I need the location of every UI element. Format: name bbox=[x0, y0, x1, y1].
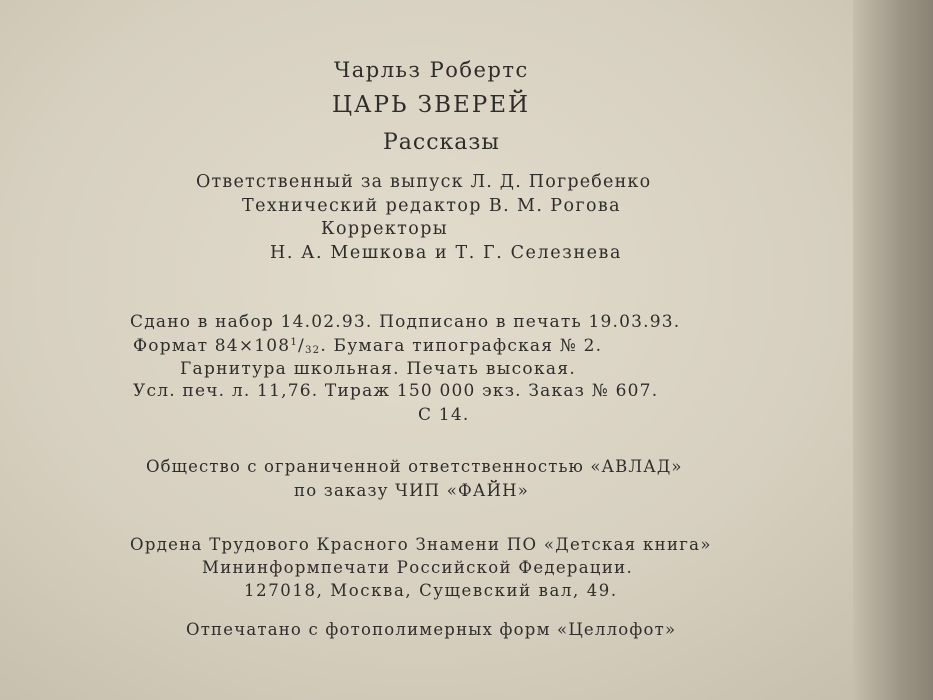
format-slash: / bbox=[298, 336, 305, 356]
format-denominator: 32 bbox=[304, 345, 321, 357]
author-name: Чарльз Робертс bbox=[334, 58, 529, 82]
printer-address: 127018, Москва, Сущевский вал, 49. bbox=[244, 581, 618, 600]
printing-note: Отпечатано с фотополимерных форм «Целлофот» bbox=[186, 620, 677, 639]
responsible-editor: Ответственный за выпуск Л. Д. Погребенко bbox=[196, 172, 652, 192]
format-line bbox=[133, 336, 602, 356]
printer-ministry: Мининформпечати Российской Федерации. bbox=[202, 558, 633, 577]
book-title: ЦАРЬ ЗВЕРЕЙ bbox=[332, 92, 531, 118]
typeface-line: Гарнитура школьная. Печать высокая. bbox=[180, 359, 577, 379]
proofreaders-label: Корректоры bbox=[321, 219, 449, 239]
format-numerator: 1 bbox=[290, 336, 299, 348]
publisher-line: Общество с ограниченной ответственностью «АВЛАД» bbox=[146, 457, 683, 476]
index-code: С 14. bbox=[418, 405, 470, 425]
proofreaders-names: Н. А. Мешкова и Т. Г. Селезнева bbox=[270, 243, 623, 263]
printer-name: Ордена Трудового Красного Знамени ПО «Детская книга» bbox=[130, 535, 712, 554]
order-line: по заказу ЧИП «ФАЙН» bbox=[294, 481, 530, 500]
book-genre: Рассказы bbox=[383, 130, 500, 155]
submission-dates: Сдано в набор 14.02.93. Подписано в печать 19.03.93. bbox=[130, 312, 681, 332]
book-spine bbox=[853, 0, 933, 700]
print-run-line: Усл. печ. л. 11,76. Тираж 150 000 экз. Заказ № 607. bbox=[133, 381, 659, 401]
technical-editor: Технический редактор В. М. Рогова bbox=[242, 196, 621, 216]
format-suffix: . Бумага типографская № 2. bbox=[320, 336, 603, 356]
format-prefix: Формат 84×108 bbox=[133, 336, 291, 356]
